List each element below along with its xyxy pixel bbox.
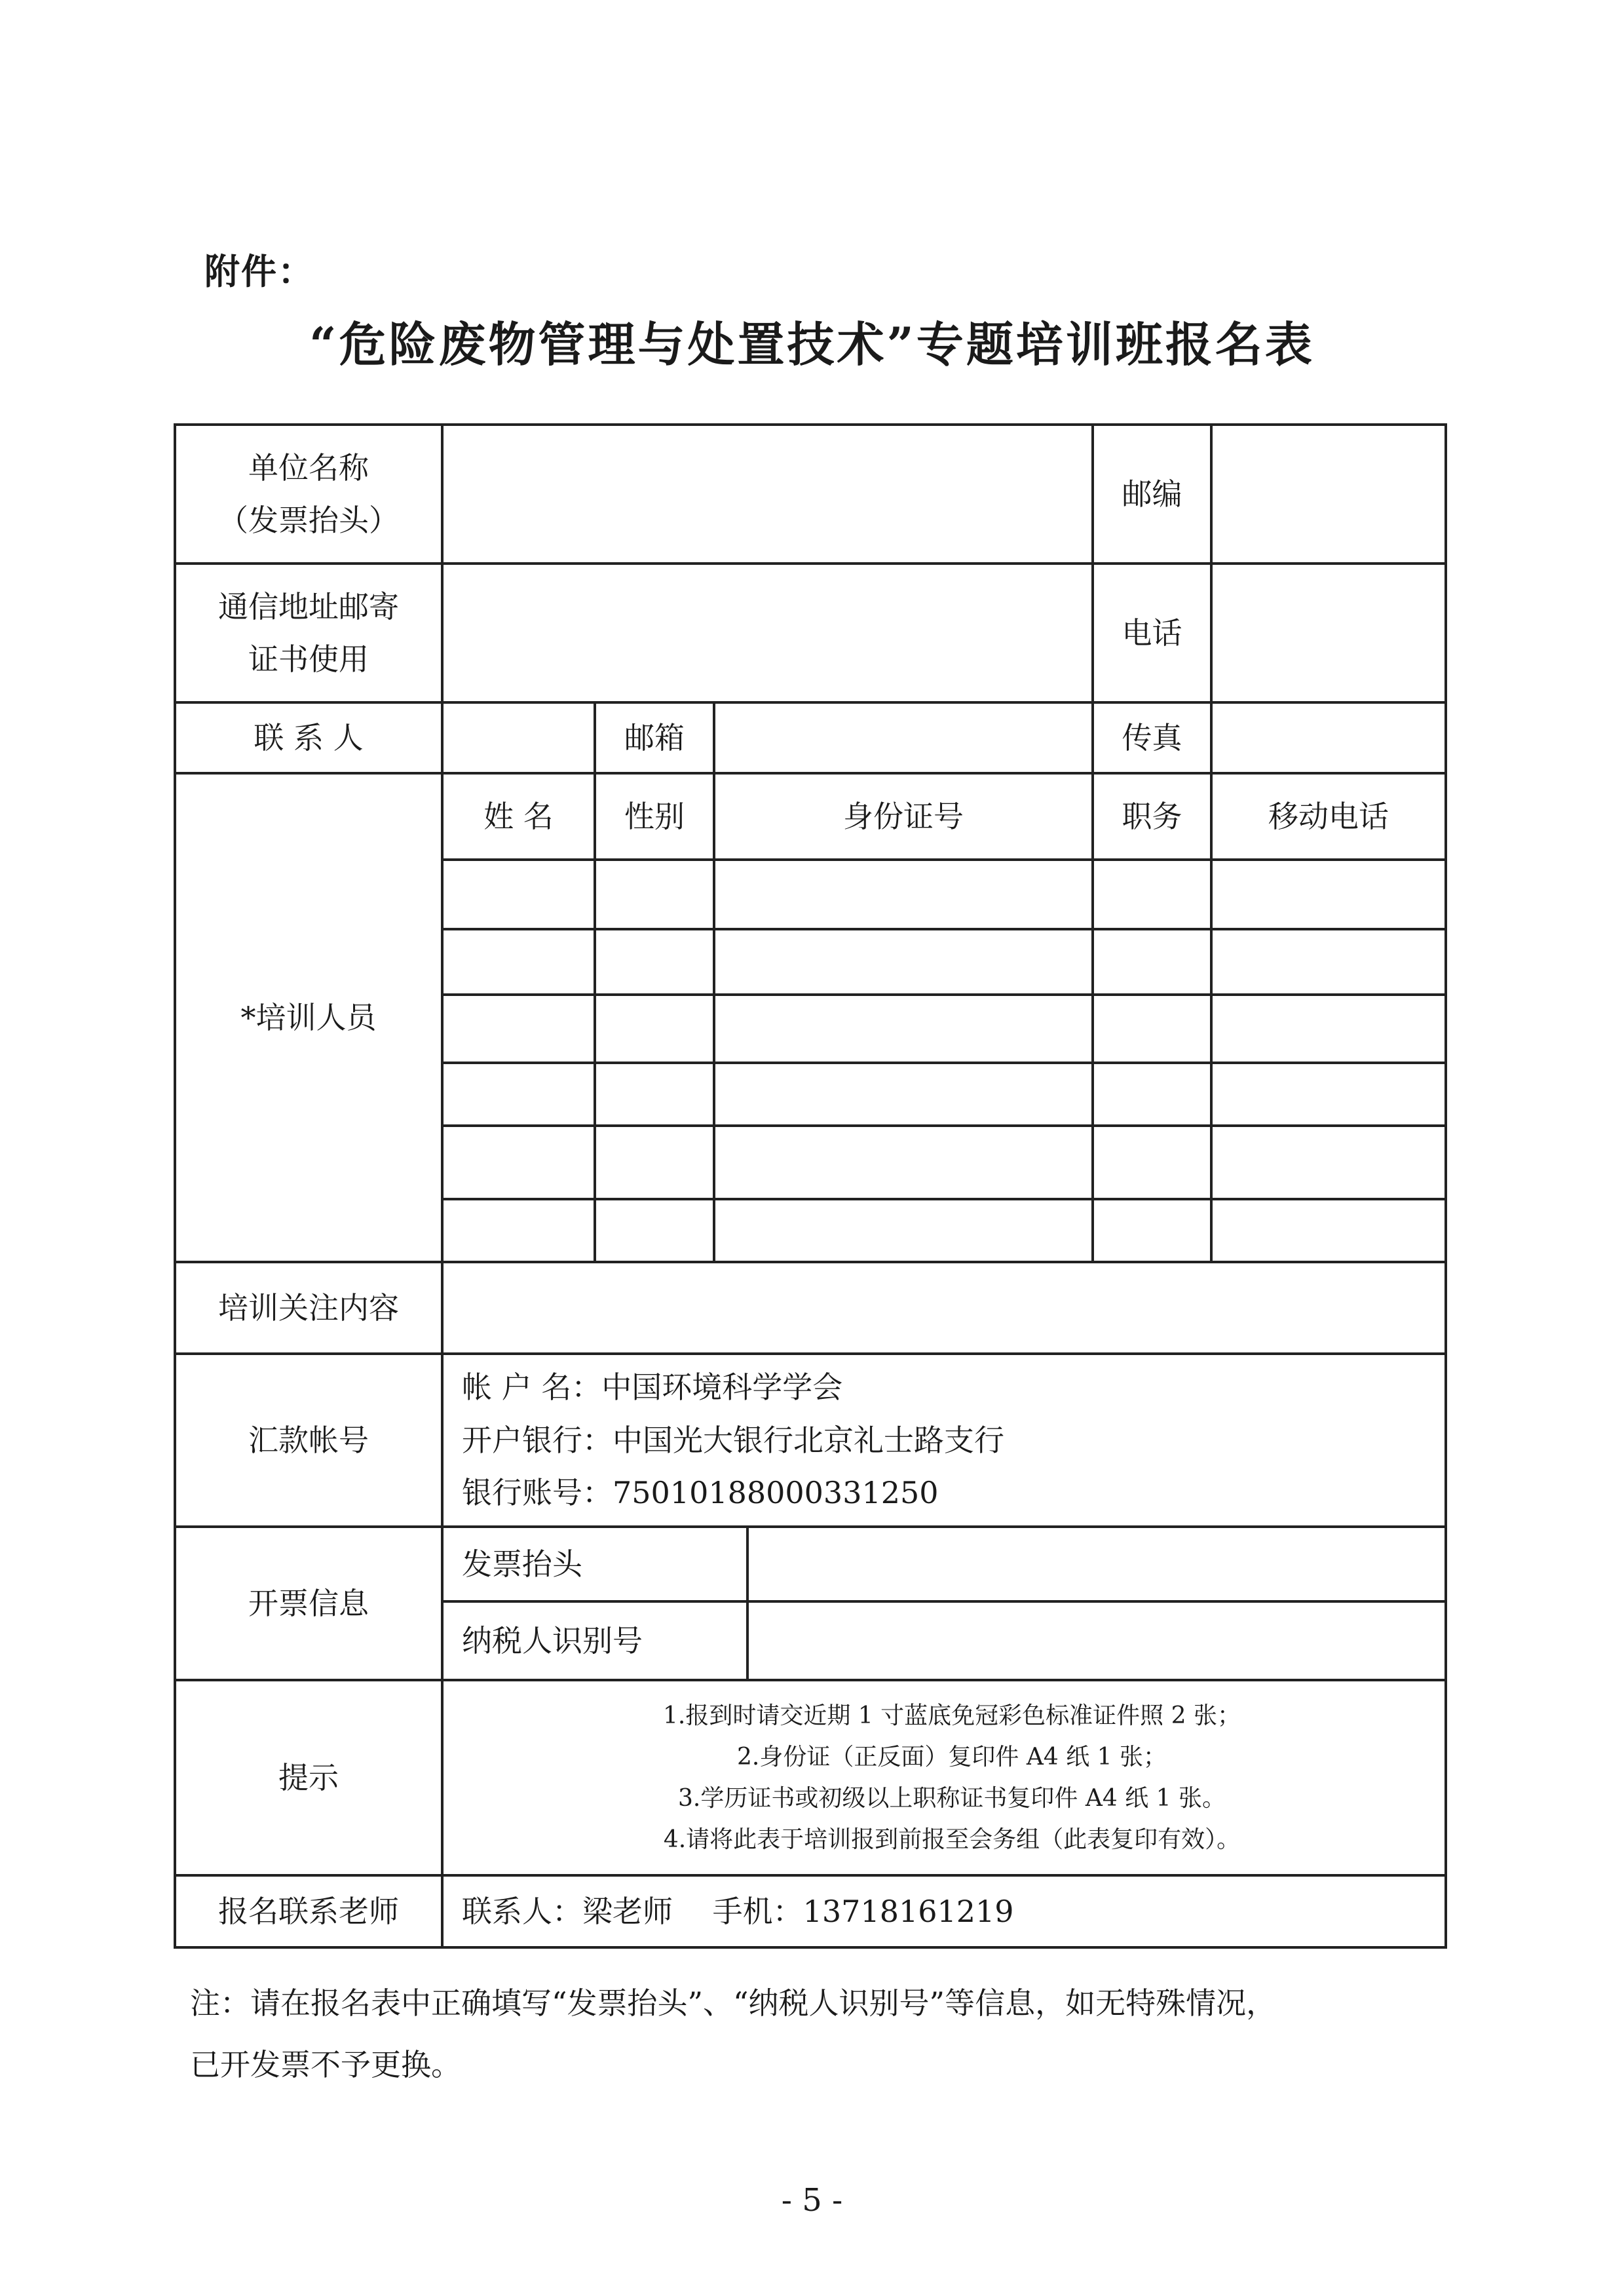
trainee-id-cell[interactable] [714, 995, 1093, 1063]
postcode-field[interactable] [1211, 425, 1446, 564]
tips-label: 提示 [175, 1680, 442, 1875]
focus-field[interactable] [442, 1262, 1446, 1354]
trainee-gender-cell[interactable] [595, 1063, 714, 1126]
tip-item: 3.学历证书或初级以上职称证书复印件 A4 纸 1 张。 [678, 1785, 1226, 1812]
trainee-position-cell[interactable] [1093, 1199, 1211, 1262]
trainee-position-cell[interactable] [1093, 1063, 1211, 1126]
trainee-id-cell[interactable] [714, 929, 1093, 995]
address-label [175, 564, 442, 702]
trainee-name-cell[interactable] [442, 860, 595, 929]
tips-list [442, 1680, 1446, 1875]
teacher-label: 报名联系老师 [175, 1875, 442, 1947]
trainee-position-cell[interactable] [1093, 995, 1211, 1063]
trainee-id-cell[interactable] [714, 1063, 1093, 1126]
note-line-2: 已开发票不予更换。 [190, 2047, 461, 2083]
teacher-contact: 联系人：梁老师 手机：13718161219 [442, 1875, 1446, 1947]
form-title: “危险废物管理与处置技术”专题培训班报名表 [309, 316, 1315, 372]
unit-name-field[interactable] [442, 425, 1093, 564]
note [190, 1972, 1435, 2096]
focus-label: 培训关注内容 [175, 1262, 442, 1354]
invoice-title-field[interactable] [747, 1527, 1446, 1601]
trainee-id-cell[interactable] [714, 860, 1093, 929]
trainee-mobile-cell[interactable] [1211, 995, 1446, 1063]
registration-form-table [174, 423, 1447, 1949]
note-line-1: 注：请在报名表中正确填写“发票抬头”、“纳税人识别号”等信息，如无特殊情况， [190, 1985, 1277, 2021]
remit-info [442, 1354, 1446, 1527]
page-number: - 5 - [781, 2182, 843, 2219]
taxpayer-id-field[interactable] [747, 1601, 1446, 1680]
trainee-position-cell[interactable] [1093, 1126, 1211, 1199]
tip-item: 1.报到时请交近期 1 寸蓝底免冠彩色标准证件照 2 张； [663, 1702, 1241, 1729]
trainee-name-cell[interactable] [442, 1199, 595, 1262]
trainee-gender-cell[interactable] [595, 1199, 714, 1262]
postcode-label: 邮编 [1093, 425, 1211, 564]
unit-name-label [175, 425, 442, 564]
trainee-name-cell[interactable] [442, 1126, 595, 1199]
taxpayer-id-label: 纳税人识别号 [442, 1601, 747, 1680]
trainee-name-cell[interactable] [442, 995, 595, 1063]
address-text: 通信地址邮寄 [218, 588, 399, 624]
trainee-mobile-cell[interactable] [1211, 1126, 1446, 1199]
attachment-label: 附件： [204, 251, 314, 292]
invoice-title-label: 发票抬头 [442, 1527, 747, 1601]
trainee-gender-cell[interactable] [595, 929, 714, 995]
trainee-mobile-cell[interactable] [1211, 860, 1446, 929]
col-header-name: 姓 名 [442, 773, 595, 860]
trainee-gender-cell[interactable] [595, 1126, 714, 1199]
email-label: 邮箱 [595, 702, 714, 773]
account-number: 银行账号：75010188000331250 [462, 1475, 939, 1511]
address-sub-text: 证书使用 [248, 641, 369, 677]
col-header-gender: 性别 [595, 773, 714, 860]
trainees-label: *培训人员 [175, 773, 442, 1262]
trainee-mobile-cell[interactable] [1211, 1063, 1446, 1126]
trainee-position-cell[interactable] [1093, 860, 1211, 929]
trainee-mobile-cell[interactable] [1211, 929, 1446, 995]
contact-label: 联 系 人 [175, 702, 442, 773]
bank-name: 开户银行：中国光大银行北京礼士路支行 [462, 1422, 1004, 1458]
phone-field[interactable] [1211, 564, 1446, 702]
contact-field[interactable] [442, 702, 595, 773]
col-header-id: 身份证号 [714, 773, 1093, 860]
trainee-mobile-cell[interactable] [1211, 1199, 1446, 1262]
remit-label: 汇款帐号 [175, 1354, 442, 1527]
trainee-name-cell[interactable] [442, 929, 595, 995]
address-field[interactable] [442, 564, 1093, 702]
fax-field[interactable] [1211, 702, 1446, 773]
trainee-id-cell[interactable] [714, 1199, 1093, 1262]
unit-name-sub-text: （发票抬头） [218, 503, 399, 538]
fax-label: 传真 [1093, 702, 1211, 773]
trainee-gender-cell[interactable] [595, 860, 714, 929]
trainee-name-cell[interactable] [442, 1063, 595, 1126]
invoice-label: 开票信息 [175, 1527, 442, 1680]
col-header-mobile: 移动电话 [1211, 773, 1446, 860]
email-field[interactable] [714, 702, 1093, 773]
trainee-position-cell[interactable] [1093, 929, 1211, 995]
col-header-position: 职务 [1093, 773, 1211, 860]
unit-name-text: 单位名称 [248, 450, 369, 486]
tip-item: 4.请将此表于培训报到前报至会务组（此表复印有效）。 [663, 1826, 1241, 1853]
account-name: 帐 户 名：中国环境科学学会 [462, 1369, 843, 1406]
trainee-id-cell[interactable] [714, 1126, 1093, 1199]
tip-item: 2.身份证（正反面）复印件 A4 纸 1 张； [737, 1744, 1167, 1770]
trainee-gender-cell[interactable] [595, 995, 714, 1063]
phone-label: 电话 [1093, 564, 1211, 702]
